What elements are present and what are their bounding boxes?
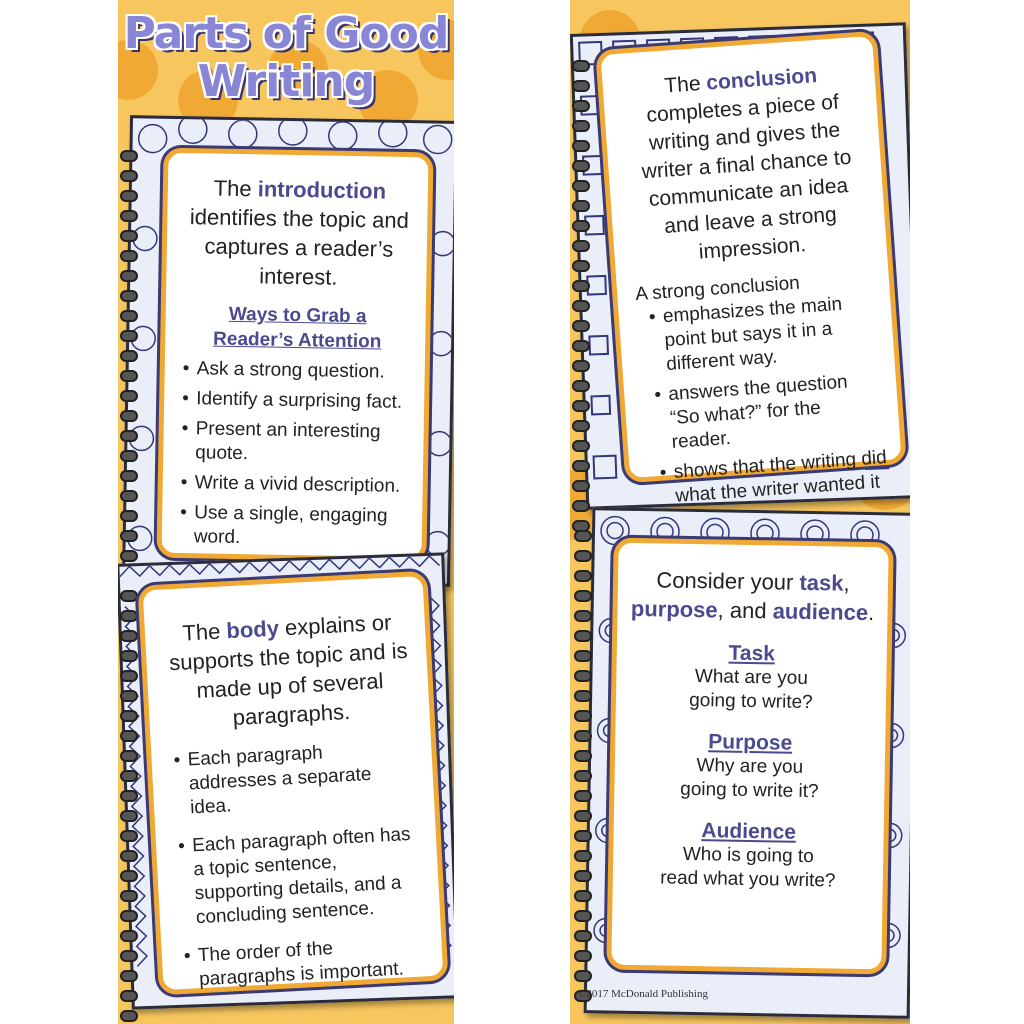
spiral-binding [572, 60, 590, 540]
conclusion-bullets [636, 290, 891, 534]
spiral-binding [120, 590, 138, 1024]
keyword-body: body [225, 615, 280, 644]
lead-text: , and [717, 597, 773, 624]
lead-text: explains or supports the topic and is made up of several paragraphs. [168, 609, 409, 731]
subheading-line: Ways to Grab a [228, 303, 367, 328]
lead-text: identifies the topic and captures a reader’s interest. [189, 204, 410, 290]
heading-task: Task [728, 641, 776, 666]
list-item: • Present an interesting quote. [181, 417, 410, 469]
heading-audience: Audience [701, 819, 797, 844]
list-item: • Use a single, engaging word. [180, 501, 409, 553]
item-line: going to write it? [680, 778, 819, 803]
item-line: going to write? [688, 689, 813, 714]
list-item: • emphasizes the main point but says it in a different way. [648, 290, 880, 378]
list-item: • Each paragraph addresses a separate idea. [173, 737, 416, 821]
item-line: read what you write? [660, 867, 836, 892]
list-item: • Each paragraph often has a topic sentence, supporting details, and a concluding sentence. [178, 823, 423, 931]
body-card [137, 571, 448, 996]
heading-purpose: Purpose [708, 730, 793, 755]
lead-text: . [867, 600, 875, 626]
left-bookmark [118, 0, 454, 1024]
spiral-binding [120, 150, 138, 610]
page-title: Parts of Good Writing [123, 8, 449, 107]
introduction-lead [184, 173, 414, 293]
subheading-ways-to-grab [183, 301, 412, 355]
body-bullets [173, 737, 425, 993]
introduction-card [156, 148, 433, 563]
lead-text: completes a piece of writing and gives the writer a final chance to communicate an idea and leave a strong impression. [640, 90, 853, 264]
item-line: Who is going to [682, 843, 814, 868]
introduction-bullets [180, 357, 411, 553]
lead-text: The [213, 175, 258, 202]
keyword-conclusion: conclusion [705, 63, 818, 95]
list-item: • Identify a surprising fact. [182, 387, 410, 415]
conclusion-card [595, 31, 907, 507]
consider-lead [629, 565, 876, 627]
list-item: • shows that the writing did what the writer wanted it [659, 446, 891, 534]
consider-item [625, 817, 872, 894]
subheading-line: Reader’s Attention [212, 328, 382, 353]
right-bookmark [570, 0, 910, 1024]
keyword-task: task [799, 569, 844, 596]
consider-card [606, 538, 893, 975]
keyword-audience: audience [772, 598, 869, 626]
conclusion-intro: A strong conclusion [634, 272, 801, 306]
keyword-introduction: introduction [257, 176, 387, 204]
list-item: • The order of the paragraphs is important. [183, 932, 425, 992]
body-lead [166, 607, 412, 735]
spiral-binding [574, 530, 592, 1010]
item-line: Why are you [696, 755, 804, 778]
copyright: ©2017 McDonald Publishing [578, 988, 708, 1000]
lead-text: Consider your [656, 567, 800, 595]
keyword-purpose: purpose [630, 595, 718, 623]
lead-text: , [843, 570, 850, 596]
list-item: • answers the question “So what?” for the reader. [654, 368, 886, 456]
list-item: • Write a vivid description. [181, 471, 409, 499]
consider-item [626, 728, 873, 805]
conclusion-lead [620, 59, 873, 271]
consider-item [628, 639, 875, 716]
list-item: • Ask a strong question. [183, 357, 411, 385]
lead-text: The [663, 71, 708, 98]
lead-text: The [181, 618, 228, 646]
item-line: What are you [694, 666, 809, 689]
